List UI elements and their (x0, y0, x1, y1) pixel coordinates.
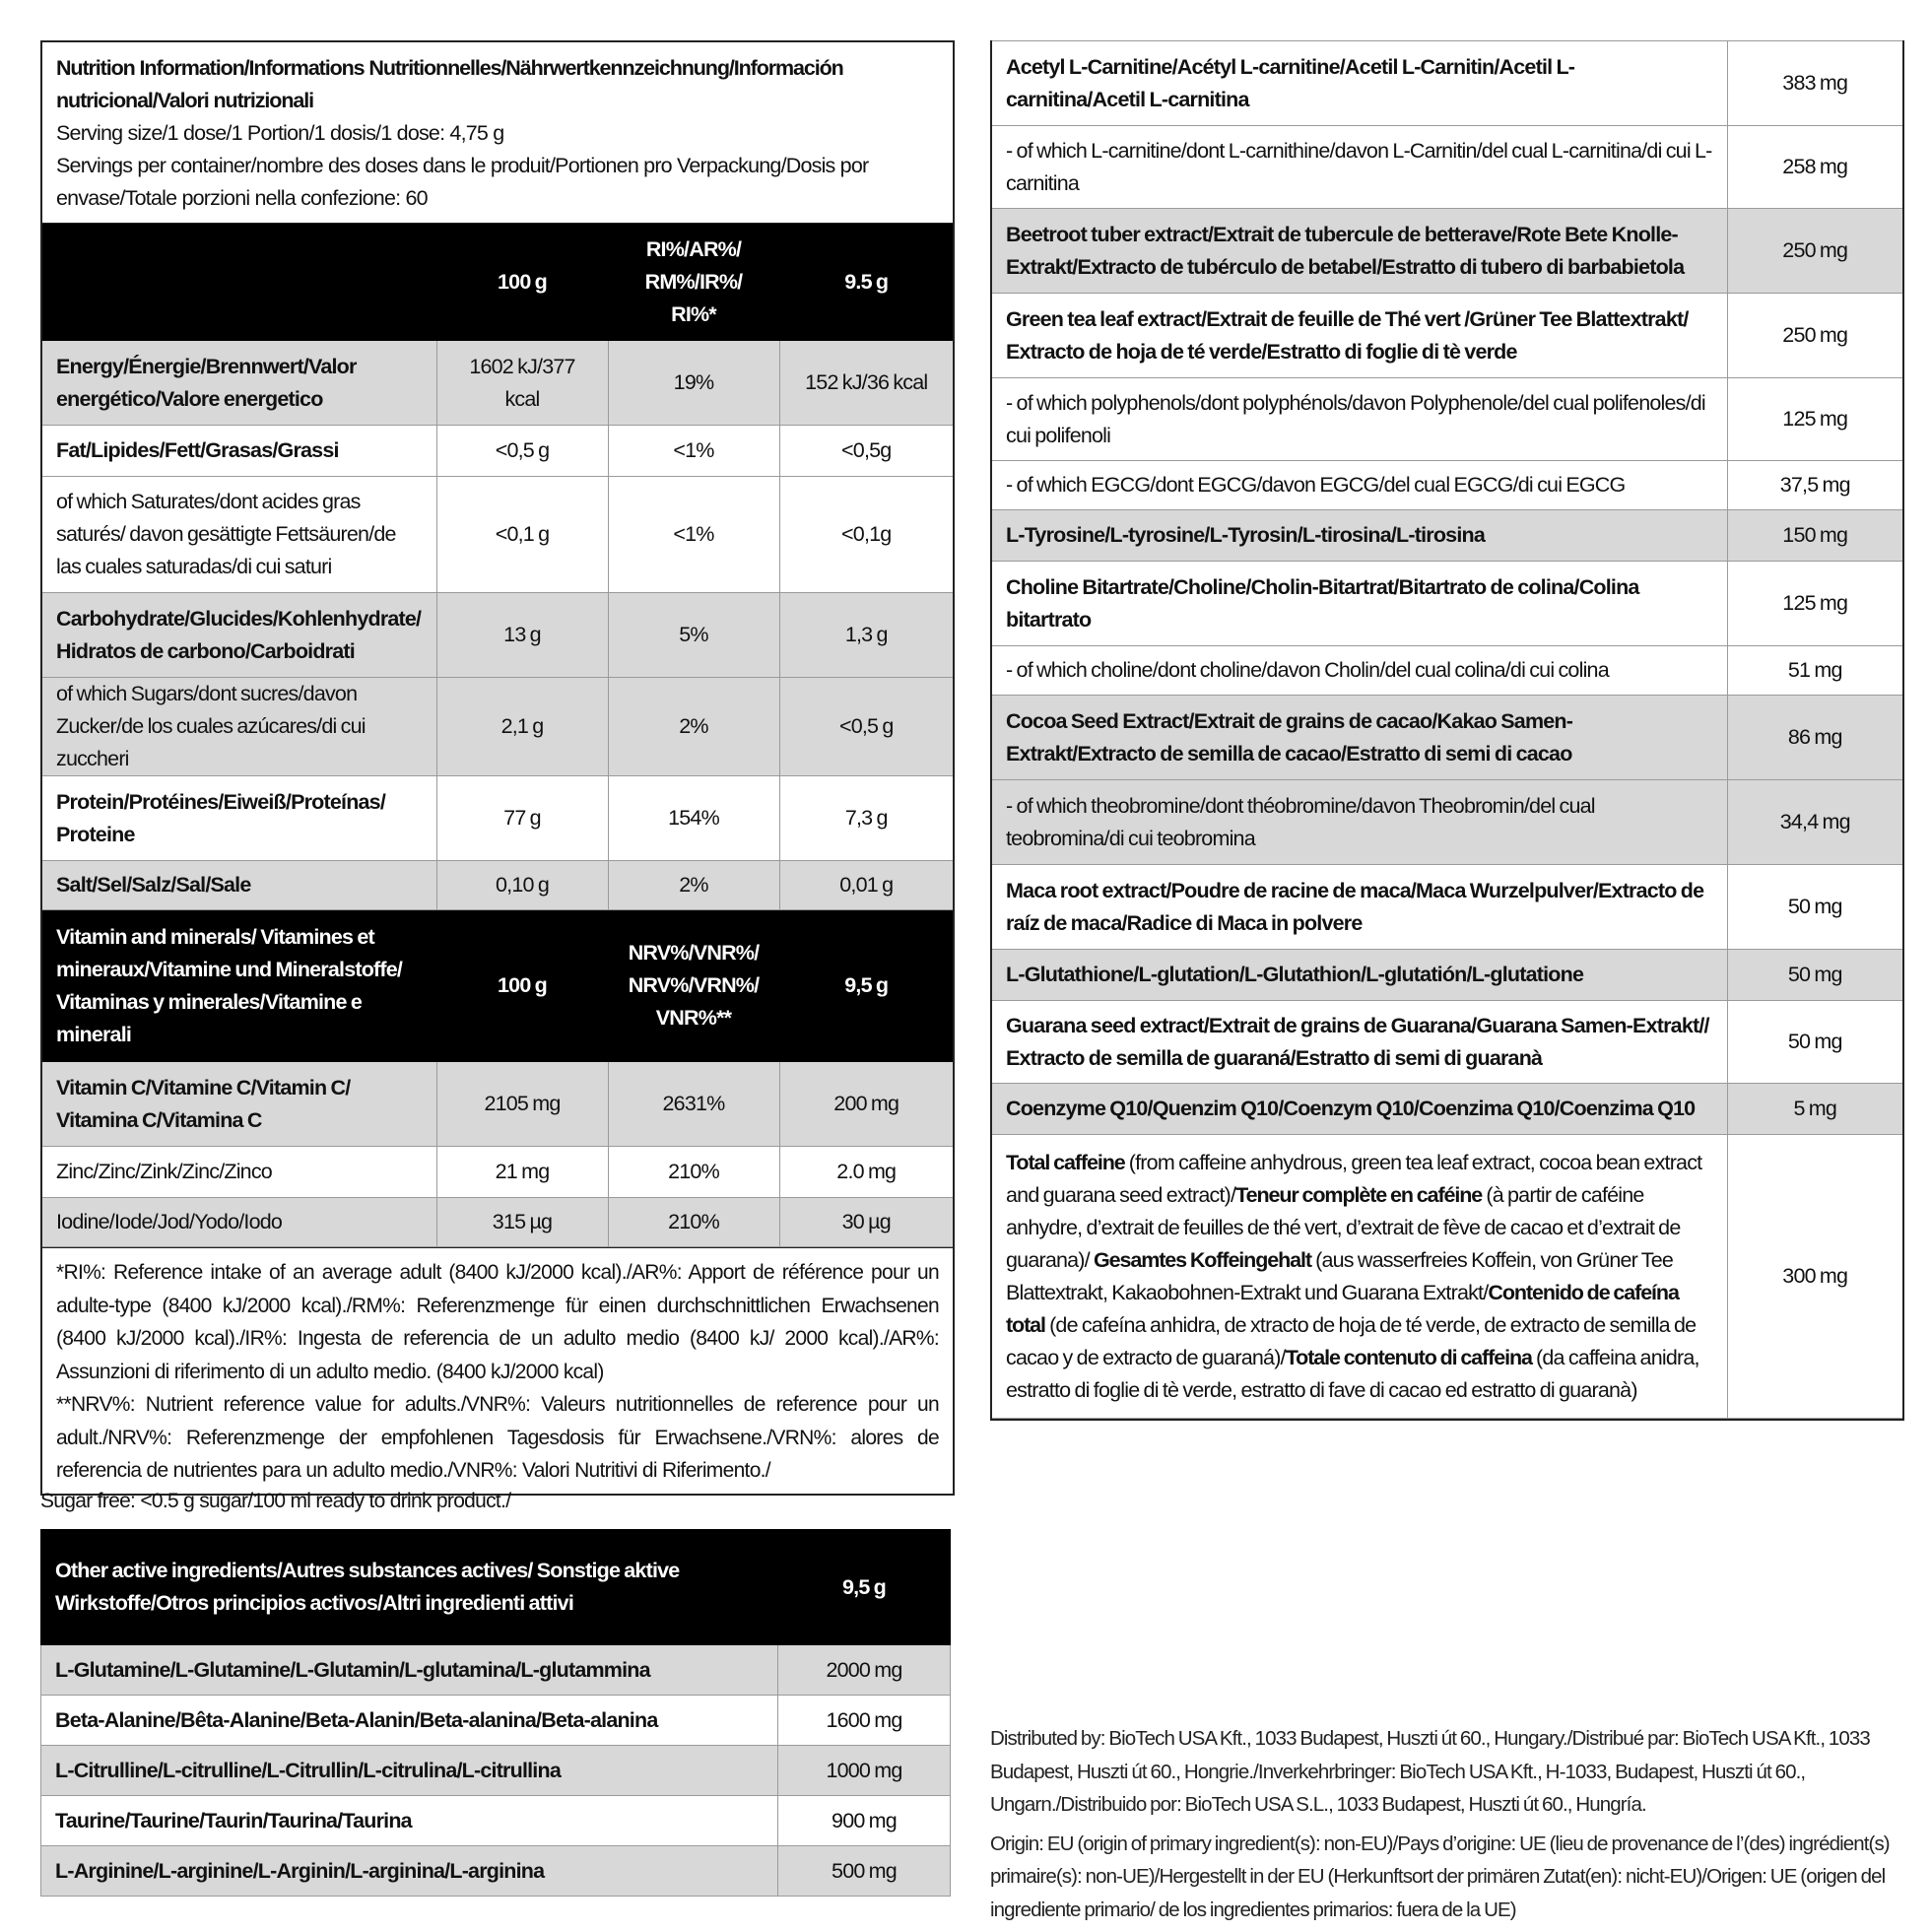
footnote-ri: *RI%: Reference intake of an average adult (8400 kJ/2000 kcal)./AR%: Apport de référence pour un adulte-type (8400 kJ/2000 kcal)./RM%: Referenzmenge für einen durchschnittlichen Erwachsenen (8400 kJ/2000 kcal)./IR%: Ingesta de referencia de un adulto medio (8400 kJ/ 2000 kcal)./AR%: Assunzioni di riferimento di un adulto medio. (8400 kJ/2000 kcal) (56, 1261, 939, 1383)
row-name: Zinc/Zinc/Zink/Zinc/Zinco (42, 1147, 436, 1198)
row-name: L-Tyrosine/L-tyrosine/L-Tyrosin/L-tirosina/L-tirosina (992, 510, 1727, 562)
table-row (41, 1696, 951, 1746)
table-row (992, 1001, 1902, 1084)
nutrition-footnotes (42, 1247, 953, 1494)
row-name: L-Arginine/L-arginine/L-Arginin/L-arginina/L-arginina (41, 1846, 778, 1897)
row-value: <0,5g (779, 426, 953, 477)
row-value: 2000 mg (778, 1645, 951, 1696)
sugar-free-note: Sugar free: <0.5 g sugar/100 ml ready to drink product./ (40, 1490, 511, 1512)
nutrition-table-header (42, 225, 953, 341)
table-row (42, 1147, 953, 1198)
row-value: 1000 mg (778, 1746, 951, 1796)
row-value: 13 g (436, 593, 608, 678)
row-name: Salt/Sel/Salz/Sal/Sale (42, 861, 436, 910)
row-value: 2105 mg (436, 1062, 608, 1147)
table-row (992, 209, 1902, 294)
table-row (42, 861, 953, 910)
caffeine-label-it: Totale contenuto di caffeina (1285, 1345, 1532, 1369)
row-name: Cocoa Seed Extract/Extrait de grains de cacao/Kakao Samen-Extrakt/Extracto de semilla de cacao/Estratto di semi di cacao (992, 696, 1727, 780)
row-value: <1% (608, 477, 779, 593)
row-name: Fat/Lipides/Fett/Grasas/Grassi (42, 426, 436, 477)
row-name: Maca root extract/Poudre de racine de maca/Maca Wurzelpulver/Extracto de raíz de maca/Radice di Maca in polvere (992, 865, 1727, 950)
table-row (41, 1645, 951, 1696)
row-value: 210% (608, 1198, 779, 1247)
row-value: <0,1 g (436, 477, 608, 593)
row-value: 1,3 g (779, 593, 953, 678)
header-col-serving: 9.5 g (779, 225, 953, 341)
row-value: 152 kJ/36 kcal (779, 341, 953, 426)
row-name: Energy/Énergie/Brennwert/Valor energético/Valore energetico (42, 341, 436, 426)
table-row (992, 696, 1902, 780)
vitamins-header-name: Vitamin and minerals/ Vitamines et mineraux/Vitamine und Mineralstoffe/ Vitaminas y minerales/Vitamine e minerali (42, 910, 436, 1062)
table-row (42, 341, 953, 426)
row-value: 210% (608, 1147, 779, 1198)
other-ingredients-panel (40, 1529, 951, 1897)
table-row (42, 477, 953, 593)
nutrition-title: Nutrition Information/Informations Nutritionnelles/Nährwertkennzeichnung/Información nutricional/Valori nutrizionali (56, 56, 843, 112)
row-value: <0,5 g (779, 678, 953, 776)
row-value: 19% (608, 341, 779, 426)
row-value: <0,1g (779, 477, 953, 593)
row-value: 2631% (608, 1062, 779, 1147)
other-ingredients-table (40, 1529, 951, 1897)
caffeine-label-es: Contenido de cafeína total (1006, 1280, 1679, 1337)
active-ingredients-panel (990, 40, 1904, 1421)
row-name: - of which EGCG/dont EGCG/davon EGCG/del cual EGCG/di cui EGCG (992, 461, 1727, 510)
table-row (42, 776, 953, 861)
row-name: of which Sugars/dont sucres/davon Zucker/de los cuales azúcares/di cui zuccheri (42, 678, 436, 776)
caffeine-text-es: (de cafeína anhidra, de xtracto de hoja de té verde, de extracto de semilla de cacao y de extracto de guaraná)/ (1006, 1312, 1697, 1369)
other-ingredients-header (41, 1530, 951, 1645)
row-value: 1602 kJ/377 kcal (436, 341, 608, 426)
table-row (42, 1198, 953, 1247)
row-value: 2.0 mg (779, 1147, 953, 1198)
row-name: - of which choline/dont choline/davon Cholin/del cual colina/di cui colina (992, 646, 1727, 696)
row-value: 150 mg (1727, 510, 1902, 562)
row-value: 7,3 g (779, 776, 953, 861)
row-name: Iodine/Iode/Jod/Yodo/Iodo (42, 1198, 436, 1247)
row-name: Beta-Alanine/Bêta-Alanine/Beta-Alanin/Beta-alanina/Beta-alanina (41, 1696, 778, 1746)
row-value: 37,5 mg (1727, 461, 1902, 510)
other-ingredients-col-serving: 9,5 g (778, 1530, 951, 1645)
distributor-text: Distributed by: BioTech USA Kft., 1033 Budapest, Huszti út 60., Hungary./Distribué par: BioTech USA Kft., 1033 Budapest, Huszti út 60., Hongrie./Inverkehrbringer: BioTech USA Kft., H-1033, Budapest, Huszti út 60., Ungarn./Distribuido por: BioTech USA S.L., 1033 Budapest, Huszti út 60., Hungría. (990, 1727, 1870, 1816)
row-value: 258 mg (1727, 126, 1902, 209)
table-row (42, 593, 953, 678)
caffeine-row (992, 1135, 1902, 1419)
row-name: Taurine/Taurine/Taurin/Taurina/Taurina (41, 1796, 778, 1846)
distributor-info (990, 1722, 1900, 1932)
servings-per-container: Servings per container/nombre des doses dans le produit/Portionen pro Verpackung/Dosis por envase/Totale porzioni nella confezione: 60 (56, 154, 869, 210)
vitamins-header-col-100g: 100 g (436, 910, 608, 1062)
row-name: of which Saturates/dont acides gras saturés/ davon gesättigte Fettsäuren/de las cuales saturadas/di cui saturi (42, 477, 436, 593)
row-value: 5% (608, 593, 779, 678)
row-name: Coenzyme Q10/Quenzim Q10/Coenzym Q10/Coenzima Q10/Coenzima Q10 (992, 1084, 1727, 1135)
row-value: 0,10 g (436, 861, 608, 910)
row-name: Beetroot tuber extract/Extrait de tubercule de betterave/Rote Bete Knolle-Extrakt/Extracto de tubérculo de betabel/Estratto di tubero di barbabietola (992, 209, 1727, 294)
row-name: Carbohydrate/Glucides/Kohlenhydrate/ Hidratos de carbono/Carboidrati (42, 593, 436, 678)
table-row (992, 865, 1902, 950)
row-value: 250 mg (1727, 209, 1902, 294)
caffeine-text-en: (from caffeine anhydrous, green tea leaf extract, cocoa bean extract and guarana seed extract)/ (1006, 1150, 1702, 1207)
vitamins-header-col-nrv: NRV%/VNR%/ NRV%/VRN%/ VNR%** (608, 910, 779, 1062)
header-blank-cell (42, 225, 436, 341)
table-row (41, 1796, 951, 1846)
caffeine-text-it: (da caffeina anidra, estratto di foglie di tè verde, estratto di fave di cacao ed estratto di guaranà) (1006, 1345, 1699, 1402)
row-name: Green tea leaf extract/Extrait de feuille de Thé vert /Grüner Tee Blattextrakt/ Extracto de hoja de té verde/Estratto di foglie di tè verde (992, 294, 1727, 378)
row-value: 0,01 g (779, 861, 953, 910)
row-value: 125 mg (1727, 378, 1902, 461)
row-name: Acetyl L-Carnitine/Acétyl L-carnitine/Acetil L-Carnitin/Acetil L-carnitina/Acetil L-carnitina (992, 41, 1727, 126)
row-value: 50 mg (1727, 1001, 1902, 1084)
row-value: <1% (608, 426, 779, 477)
table-row (41, 1846, 951, 1897)
caffeine-label-de: Gesamtes Koffeingehalt (1094, 1247, 1311, 1272)
table-row (992, 378, 1902, 461)
row-name: L-Citrulline/L-citrulline/L-Citrullin/L-citrulina/L-citrullina (41, 1746, 778, 1796)
table-row (42, 678, 953, 776)
row-value: 50 mg (1727, 865, 1902, 950)
row-value: 383 mg (1727, 41, 1902, 126)
row-value: 21 mg (436, 1147, 608, 1198)
row-value: 2,1 g (436, 678, 608, 776)
header-col-ri: RI%/AR%/ RM%/IR%/ RI%* (608, 225, 779, 341)
origin-text: Origin: EU (origin of primary ingredient(s): non-EU)/Pays d’origine: UE (lieu de provenance de l’(des) ingrédient(s) primaire(s): non-UE)/Hergestellt in der EU (Herkunftsort der primären Zutat(en): nicht-EU)/Origen: UE (origen del ingrediente primario/ de los ingredientes primarios: fuera de la UE) (990, 1832, 1890, 1921)
table-row (41, 1746, 951, 1796)
row-name: L-Glutamine/L-Glutamine/L-Glutamin/L-glutamina/L-glutammina (41, 1645, 778, 1696)
row-value: 154% (608, 776, 779, 861)
footnote-nrv: **NRV%: Nutrient reference value for adults./VNR%: Valeurs nutritionnelles de reference pour un adult./NRV%: Referenzmenge der empfohlenen Tagesdosis für Erwachsene./VRN%: alores de referencia de nutrientes para un adulto medio./VNR%: Valori Nutritivi di Riferimento./ (56, 1393, 939, 1482)
caffeine-label-en: Total caffeine (1006, 1150, 1125, 1174)
nutrition-panel (40, 40, 955, 1496)
row-name: L-Glutathione/L-glutation/L-Glutathion/L-glutatión/L-glutatione (992, 950, 1727, 1001)
row-value: 2% (608, 861, 779, 910)
row-value: 1600 mg (778, 1696, 951, 1746)
table-row (992, 126, 1902, 209)
caffeine-text-fr: (à partir de caféine anhydre, d’extrait de feuilles de thé vert, d’extrait de fève de cacao et d’extrait de guarana)/ (1006, 1182, 1681, 1272)
table-row (992, 41, 1902, 126)
row-name: Guarana seed extract/Extrait de grains de Guarana/Guarana Samen-Extrakt// Extracto de semilla de guaraná/Estratto di semi di guaranà (992, 1001, 1727, 1084)
row-name: - of which theobromine/dont théobromine/davon Theobromin/del cual teobromina/di cui teobromina (992, 780, 1727, 865)
row-name: Choline Bitartrate/Choline/Cholin-Bitartrat/Bitartrato de colina/Colina bitartrato (992, 562, 1727, 646)
row-value: 200 mg (779, 1062, 953, 1147)
row-value: 5 mg (1727, 1084, 1902, 1135)
caffeine-value: 300 mg (1727, 1135, 1902, 1419)
nutrition-header (42, 42, 953, 224)
table-row (42, 426, 953, 477)
caffeine-label-fr: Teneur complète en caféine (1235, 1182, 1483, 1207)
table-row (992, 950, 1902, 1001)
vitamins-header (42, 910, 953, 1062)
row-value: 2% (608, 678, 779, 776)
row-name: Protein/Protéines/Eiweiß/Proteínas/ Proteine (42, 776, 436, 861)
row-value: 900 mg (778, 1796, 951, 1846)
row-value: 500 mg (778, 1846, 951, 1897)
table-row (992, 780, 1902, 865)
table-row (992, 562, 1902, 646)
serving-size: Serving size/1 dose/1 Portion/1 dosis/1 dose: 4,75 g (56, 121, 504, 145)
row-name: - of which polyphenols/dont polyphénols/davon Polyphenole/del cual polifenoles/di cui polifenoli (992, 378, 1727, 461)
row-value: 250 mg (1727, 294, 1902, 378)
table-row (992, 461, 1902, 510)
row-name: Vitamin C/Vitamine C/Vitamin C/ Vitamina C/Vitamina C (42, 1062, 436, 1147)
row-value: 125 mg (1727, 562, 1902, 646)
row-value: 315 µg (436, 1198, 608, 1247)
table-row (992, 1084, 1902, 1135)
row-value: 86 mg (1727, 696, 1902, 780)
row-value: <0,5 g (436, 426, 608, 477)
caffeine-description (992, 1135, 1727, 1419)
row-value: 30 µg (779, 1198, 953, 1247)
other-ingredients-title: Other active ingredients/Autres substances actives/ Sonstige aktive Wirkstoffe/Otros principios activos/Altri ingredienti attivi (41, 1530, 778, 1645)
table-row (992, 294, 1902, 378)
header-col-100g: 100 g (436, 225, 608, 341)
row-value: 50 mg (1727, 950, 1902, 1001)
row-name: - of which L-carnitine/dont L-carnithine/davon L-Carnitin/del cual L-carnitina/di cui L-carnitina (992, 126, 1727, 209)
table-row (992, 510, 1902, 562)
nutrition-table (42, 224, 953, 1247)
row-value: 34,4 mg (1727, 780, 1902, 865)
table-row (992, 646, 1902, 696)
vitamins-header-col-serving: 9,5 g (779, 910, 953, 1062)
row-value: 51 mg (1727, 646, 1902, 696)
row-value: 77 g (436, 776, 608, 861)
caffeine-text-de: (aus wasserfreies Koffein, von Grüner Tee Blattextrakt, Kakaobohnen-Extrakt und Guarana Extrakt/ (1006, 1247, 1674, 1304)
table-row (42, 1062, 953, 1147)
active-ingredients-table (992, 40, 1902, 1419)
